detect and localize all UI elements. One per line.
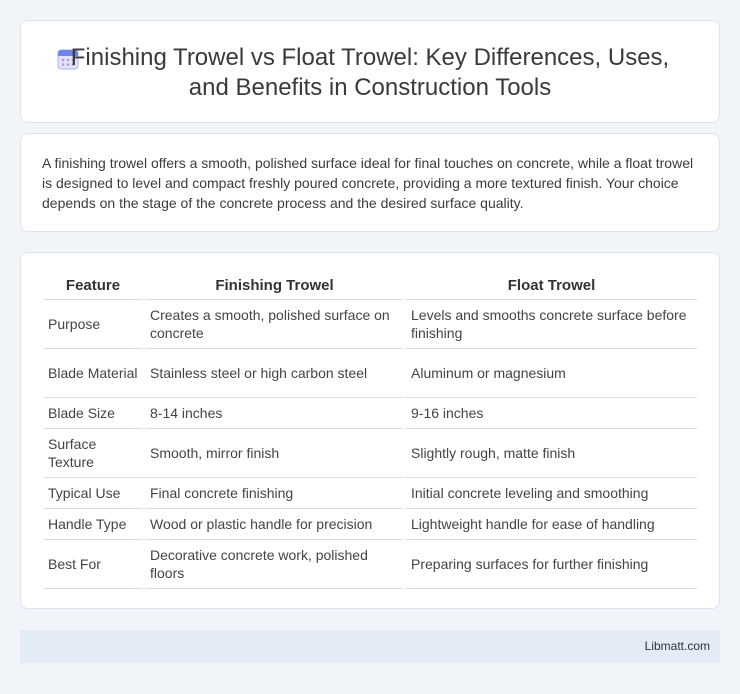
table-row	[43, 477, 697, 508]
row-float: 9-16 inches	[405, 397, 697, 428]
row-float: Lightweight handle for ease of handling	[405, 508, 697, 539]
header-feature: Feature	[43, 273, 144, 299]
page-title-line-1: Finishing Trowel vs Float Trowel: Key Differences, Uses,	[70, 44, 670, 71]
row-float: Preparing surfaces for further finishing	[405, 539, 697, 588]
table-row	[43, 428, 697, 477]
row-feature: Surface Texture	[43, 428, 144, 477]
row-finishing: Creates a smooth, polished surface on concrete	[144, 299, 405, 348]
footer-brand-link[interactable]: Libmatt.com	[644, 639, 710, 653]
row-finishing: Decorative concrete work, polished floors	[144, 539, 405, 588]
row-float: Levels and smooths concrete surface before finishing	[405, 299, 697, 348]
row-feature: Purpose	[43, 299, 144, 348]
row-feature: Best For	[43, 539, 144, 588]
table-row	[43, 539, 697, 588]
footer-bar	[20, 630, 720, 663]
table-row	[43, 397, 697, 428]
title-card	[20, 20, 720, 123]
table-header-row	[43, 273, 697, 299]
table-row	[43, 508, 697, 539]
row-feature: Typical Use	[43, 477, 144, 508]
intro-paragraph: A finishing trowel offers a smooth, polished surface ideal for final touches on concrete, while a float trowel is designed to level and compact freshly poured concrete, providing a more textured finish. Your choice depends on the stage of the concrete process and the desired surface quality.	[42, 155, 694, 211]
page-title	[21, 43, 719, 103]
comparison-card	[20, 252, 720, 609]
row-finishing: 8-14 inches	[144, 397, 405, 428]
page-title-line-2: and Benefits in Construction Tools	[188, 74, 552, 101]
row-float: Aluminum or magnesium	[405, 348, 697, 397]
row-feature: Blade Size	[43, 397, 144, 428]
table-row	[43, 299, 697, 348]
row-feature: Handle Type	[43, 508, 144, 539]
row-finishing: Stainless steel or high carbon steel	[144, 348, 405, 397]
row-finishing: Wood or plastic handle for precision	[144, 508, 405, 539]
row-finishing: Final concrete finishing	[144, 477, 405, 508]
header-float-trowel: Float Trowel	[405, 273, 697, 299]
row-float: Initial concrete leveling and smoothing	[405, 477, 697, 508]
header-finishing-trowel: Finishing Trowel	[144, 273, 405, 299]
row-feature: Blade Material	[43, 348, 144, 397]
table-row	[43, 348, 697, 397]
comparison-table	[43, 273, 697, 589]
intro-card	[20, 133, 720, 232]
row-float: Slightly rough, matte finish	[405, 428, 697, 477]
row-finishing: Smooth, mirror finish	[144, 428, 405, 477]
